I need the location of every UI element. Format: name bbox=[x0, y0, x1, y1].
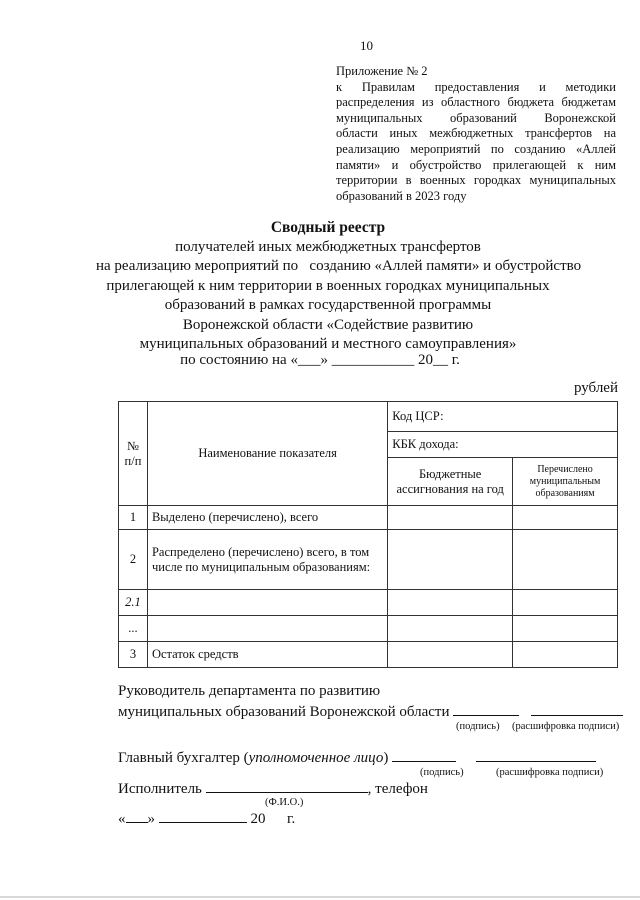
header-code-csr: Код ЦСР: bbox=[388, 402, 618, 432]
appendix-line: образований в 2023 году bbox=[336, 188, 467, 203]
row-value-b bbox=[513, 506, 618, 530]
head-signature-line1: Руководитель департамента по развитию bbox=[118, 683, 381, 699]
title-line: на реализацию мероприятий по созданию «Аллей памяти» и обустройство bbox=[96, 258, 582, 274]
table-row bbox=[119, 506, 618, 530]
title-line: получателей иных межбюджетных трансфертов bbox=[175, 238, 481, 255]
row-value-a bbox=[388, 642, 513, 668]
accountant-sign-blank[interactable] bbox=[392, 748, 456, 762]
day-blank[interactable] bbox=[126, 809, 148, 823]
head-title: муниципальных образований Воронежской области bbox=[118, 704, 450, 720]
accountant-italic: уполномоченное лицо bbox=[248, 750, 384, 766]
header-col-b: Перечислено муниципальным образованиям bbox=[513, 458, 618, 506]
head-signature-line2 bbox=[118, 702, 623, 721]
document-title bbox=[96, 218, 582, 355]
row-name: Распределено (перечислено) всего, в том числе по муниципальным образованиям: bbox=[147, 530, 387, 590]
row-num: 2.1 bbox=[119, 590, 148, 616]
title-line: прилегающей к ним территории в военных городках муниципальных bbox=[106, 277, 550, 294]
appendix-line: памяти» и обустройство прилегающей к ним bbox=[336, 157, 616, 172]
accountant-prefix: Главный бухгалтер ( bbox=[118, 750, 249, 766]
row-value-a bbox=[388, 616, 513, 642]
accountant-line bbox=[118, 748, 596, 767]
head-caption-sign: (подпись) bbox=[456, 721, 500, 732]
executor-name-blank[interactable] bbox=[206, 779, 368, 793]
month-blank[interactable] bbox=[159, 809, 247, 823]
row-name: Остаток средств bbox=[147, 642, 387, 668]
title-line: Воронежской области «Содействие развитию bbox=[182, 316, 474, 333]
date-g: г. bbox=[287, 811, 296, 827]
executor-caption: (Ф.И.О.) bbox=[265, 797, 304, 808]
appendix-block bbox=[336, 64, 616, 204]
row-name bbox=[147, 590, 387, 616]
row-num: 2 bbox=[119, 530, 148, 590]
appendix-line: территории в военных городках муниципальных bbox=[336, 173, 616, 188]
executor-label: Исполнитель bbox=[118, 781, 202, 797]
header-kbk: КБК дохода: bbox=[388, 432, 618, 458]
as-of-date-line: по состоянию на «___» ___________ 20__ г. bbox=[180, 352, 460, 368]
row-value-a bbox=[388, 506, 513, 530]
date-year: 20 bbox=[250, 811, 266, 827]
table-row bbox=[119, 642, 618, 668]
executor-line bbox=[118, 779, 428, 798]
row-value-a bbox=[388, 530, 513, 590]
page-number: 10 bbox=[360, 38, 373, 53]
date-open: « bbox=[118, 811, 126, 827]
register-table bbox=[118, 401, 618, 668]
row-value-b bbox=[513, 642, 618, 668]
table-row bbox=[119, 590, 618, 616]
title-line: образований в рамках государственной программы bbox=[164, 297, 492, 313]
row-value-b bbox=[513, 616, 618, 642]
row-name bbox=[147, 616, 387, 642]
row-value-b bbox=[513, 530, 618, 590]
appendix-line: реализацию мероприятий по созданию «Аллей bbox=[336, 141, 616, 156]
row-num: 3 bbox=[119, 642, 148, 668]
row-name: Выделено (перечислено), всего bbox=[147, 506, 387, 530]
accountant-caption-sign: (подпись) bbox=[420, 767, 464, 778]
appendix-line: распределения из областного бюджета бюджетам bbox=[336, 95, 616, 110]
currency-label: рублей bbox=[573, 380, 618, 396]
head-caption-decode: (расшифровка подписи) bbox=[512, 721, 620, 732]
header-name: Наименование показателя bbox=[147, 402, 387, 506]
signing-date-line bbox=[118, 809, 295, 828]
accountant-suffix: ) bbox=[383, 750, 389, 766]
appendix-line: муниципальных образований Воронежской bbox=[336, 110, 616, 125]
title-line: муниципальных образований и местного самоуправления» bbox=[139, 336, 517, 352]
table-row bbox=[119, 616, 618, 642]
appendix-line: области иных межбюджетных трансфертов на bbox=[336, 126, 616, 141]
row-value-a bbox=[388, 590, 513, 616]
year-blank[interactable] bbox=[269, 809, 283, 823]
appendix-line: Приложение № 2 bbox=[336, 64, 428, 78]
header-num: № п/п bbox=[119, 402, 148, 506]
executor-phone: , телефон bbox=[367, 781, 428, 797]
head-sign-blank[interactable] bbox=[453, 702, 519, 716]
appendix-line: к Правилам предоставления и методики bbox=[336, 79, 616, 94]
row-num: 1 bbox=[119, 506, 148, 530]
accountant-caption-decode: (расшифровка подписи) bbox=[496, 767, 604, 778]
date-close: » bbox=[147, 811, 155, 827]
title-heading: Сводный реестр bbox=[270, 219, 386, 236]
table-row bbox=[119, 530, 618, 590]
row-value-b bbox=[513, 590, 618, 616]
accountant-decode-blank[interactable] bbox=[476, 748, 596, 762]
row-num: ... bbox=[119, 616, 148, 642]
scan-edge-divider bbox=[0, 896, 640, 898]
head-decode-blank[interactable] bbox=[531, 702, 623, 716]
header-col-a: Бюджетные ассигнования на год bbox=[388, 458, 513, 506]
